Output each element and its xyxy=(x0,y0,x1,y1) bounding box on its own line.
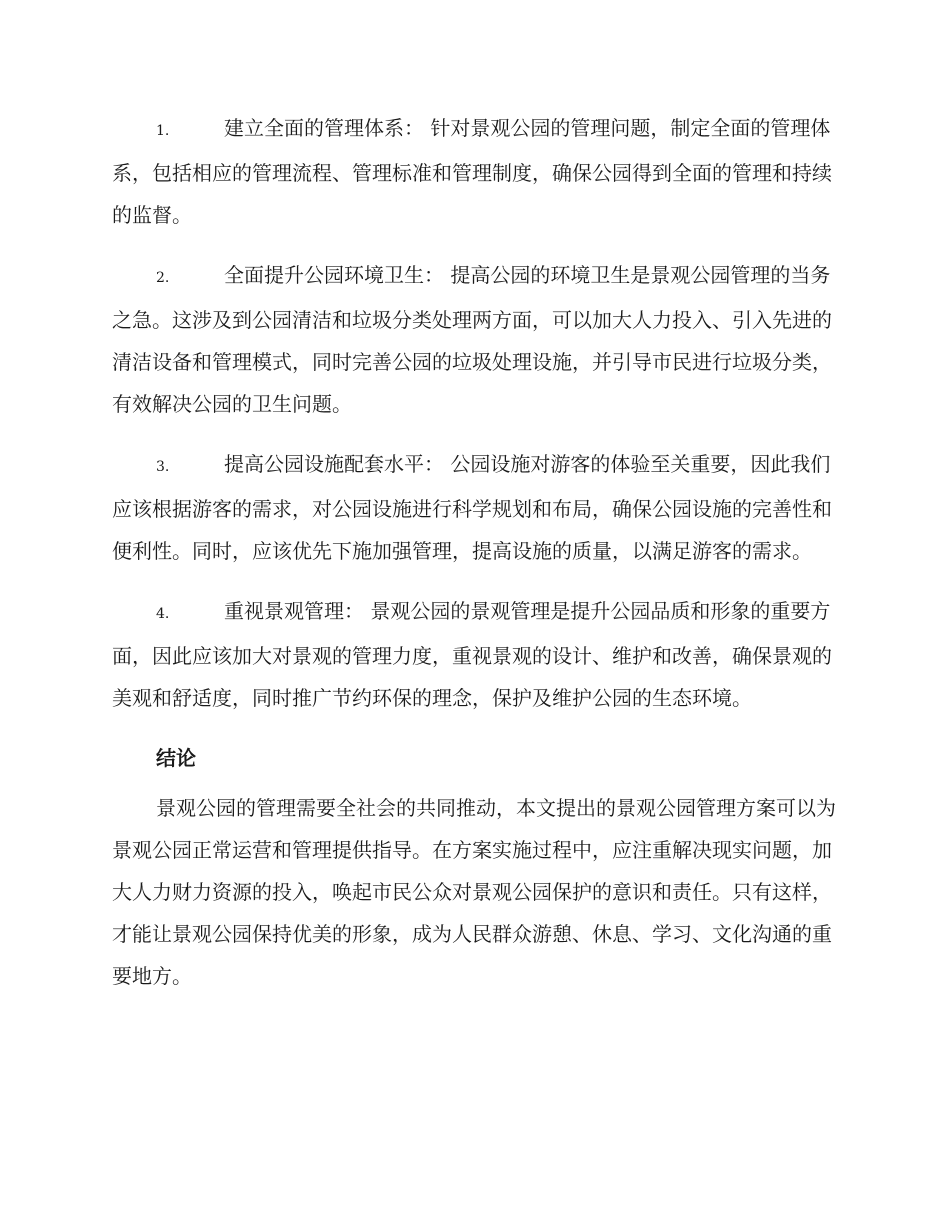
list-item-4 xyxy=(112,590,840,719)
list-item-1 xyxy=(112,107,840,236)
list-item-text: 针对景观公园的管理问题，制定全面的管理体系，包括相应的管理流程、管理标准和管理制度，确保公园得到全面的管理和持续的监督。 xyxy=(112,116,832,227)
list-item-lead: 建立全面的管理体系： xyxy=(224,116,424,140)
list-item-text: 景观公园的景观管理是提升公园品质和形象的重要方面，因此应该加大对景观的管理力度，重视景观的设计、维护和改善，确保景观的美观和舒适度，同时推广节约环保的理念，保护及维护公园的生态环境。 xyxy=(112,599,832,710)
list-item-text: 公园设施对游客的体验至关重要，因此我们应该根据游客的需求，对公园设施进行科学规划和布局，确保公园设施的完善性和便利性。同时，应该优先下施加强管理，提高设施的质量，以满足游客的需求。 xyxy=(112,452,832,563)
document-body xyxy=(112,107,840,997)
list-number: 1. xyxy=(156,123,170,139)
list-number: 3. xyxy=(156,459,170,475)
list-item-lead: 全面提升公园环境卫生： xyxy=(224,263,444,287)
section-heading-conclusion: 结论 xyxy=(156,746,196,770)
list-number: 2. xyxy=(156,270,170,286)
conclusion-paragraph: 景观公园的管理需要全社会的共同推动，本文提出的景观公园管理方案可以为景观公园正常运营和管理提供指导。在方案实施过程中，应注重解决现实问题，加大人力财力资源的投入，唤起市民公众对景观公园保护的意识和责任。只有这样，才能让景观公园保持优美的形象，成为人民群众游憩、休息、学习、文化沟通的重要地方。 xyxy=(112,796,836,988)
list-item-lead: 重视景观管理： xyxy=(224,599,364,623)
list-number: 4. xyxy=(156,606,170,622)
list-item-text: 提高公园的环境卫生是景观公园管理的当务之急。这涉及到公园清洁和垃圾分类处理两方面，可以加大人力投入、引入先进的清洁设备和管理模式，同时完善公园的垃圾处理设施，并引导市民进行垃圾分类，有效解决公园的卫生问题。 xyxy=(112,263,832,416)
list-item-lead: 提高公园设施配套水平： xyxy=(224,452,444,476)
list-item-3 xyxy=(112,443,840,572)
list-item-2 xyxy=(112,254,840,425)
